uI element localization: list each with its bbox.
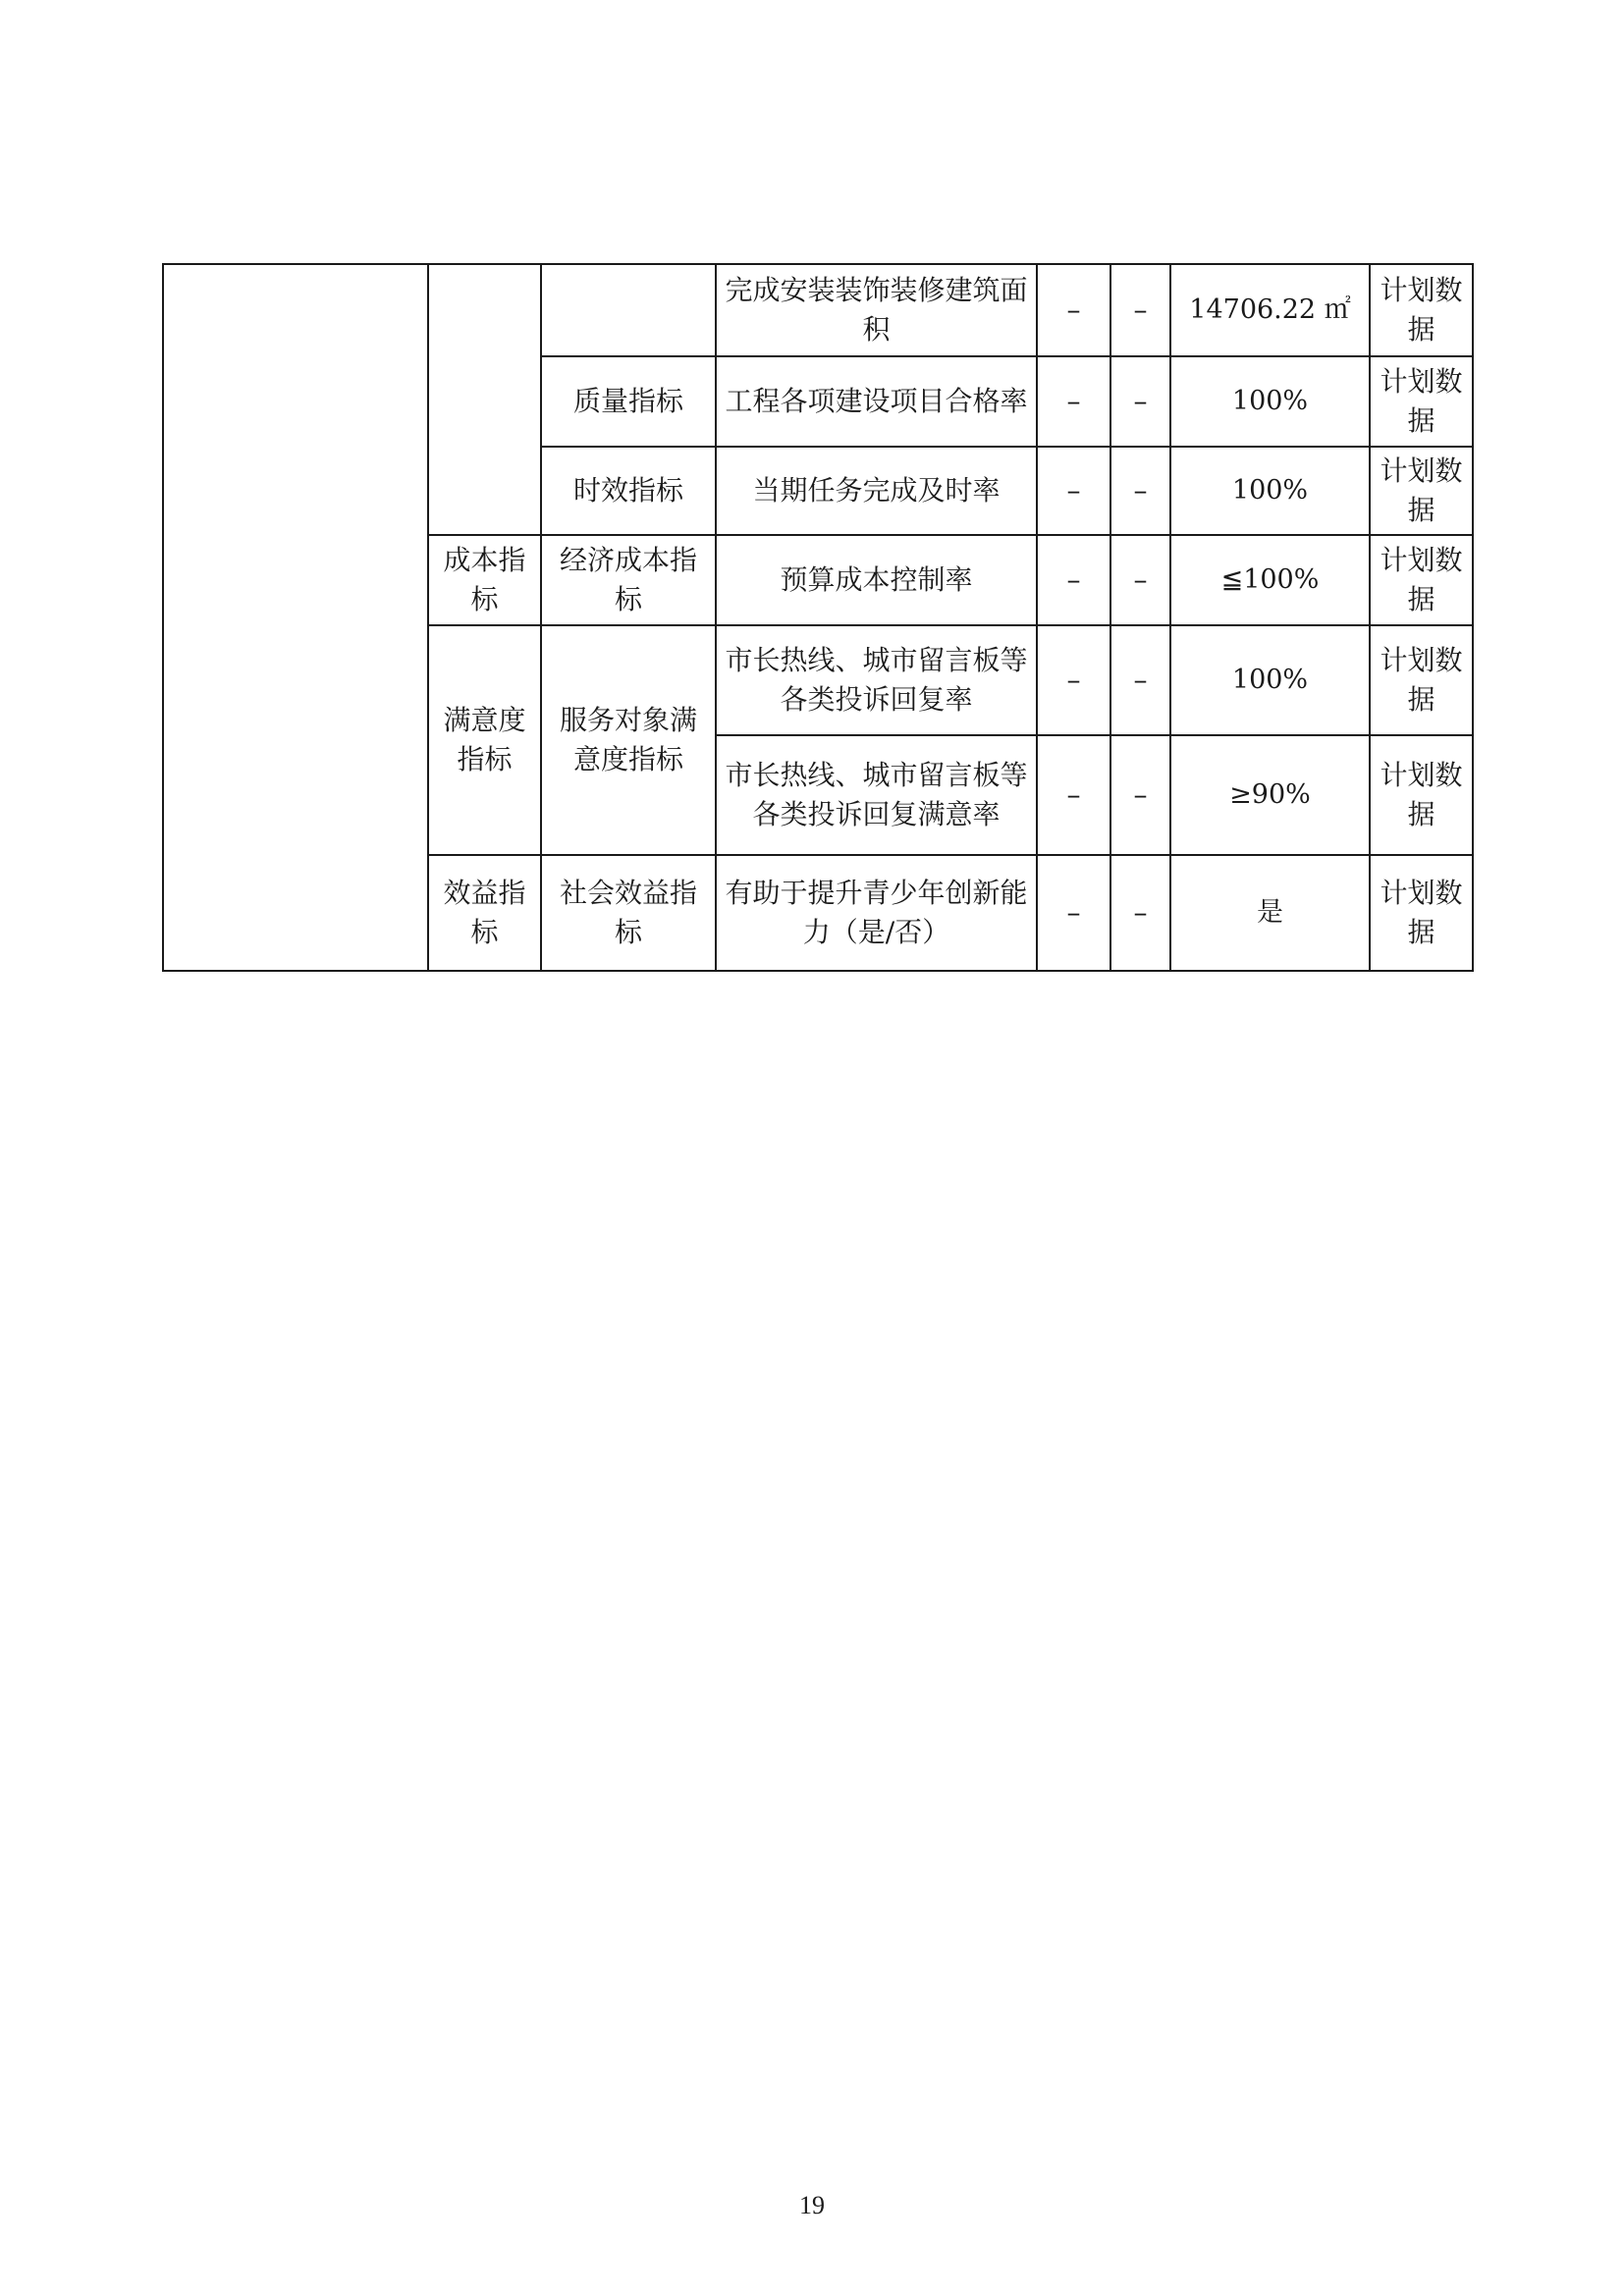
value-cell-a: – [1037, 625, 1110, 735]
note-cell: 计划数据 [1370, 855, 1473, 971]
value-cell-b: – [1110, 264, 1170, 356]
level2-cell [428, 264, 541, 535]
note-cell: 计划数据 [1370, 625, 1473, 735]
indicator-cell: 当期任务完成及时率 [716, 447, 1037, 535]
level3-cell: 服务对象满意度指标 [541, 625, 716, 855]
value-cell-b: – [1110, 625, 1170, 735]
value-cell-a: – [1037, 535, 1110, 625]
target-value-cell: 100% [1170, 447, 1370, 535]
level2-cell: 效益指标 [428, 855, 541, 971]
target-value-cell: 14706.22 ㎡ [1170, 264, 1370, 356]
note-cell: 计划数据 [1370, 356, 1473, 447]
value-cell-b: – [1110, 447, 1170, 535]
note-cell: 计划数据 [1370, 447, 1473, 535]
value-cell-b: – [1110, 735, 1170, 855]
indicator-cell: 工程各项建设项目合格率 [716, 356, 1037, 447]
performance-indicator-table [162, 263, 1474, 972]
note-cell: 计划数据 [1370, 535, 1473, 625]
level3-cell: 时效指标 [541, 447, 716, 535]
level3-cell [541, 264, 716, 356]
indicator-cell: 完成安装装饰装修建筑面积 [716, 264, 1037, 356]
table-row [163, 264, 1473, 356]
level2-cell: 满意度指标 [428, 625, 541, 855]
target-value-cell: 100% [1170, 625, 1370, 735]
target-value-cell: 100% [1170, 356, 1370, 447]
indicator-cell: 有助于提升青少年创新能力（是/否） [716, 855, 1037, 971]
value-cell-a: – [1037, 735, 1110, 855]
value-cell-a: – [1037, 264, 1110, 356]
value-cell-b: – [1110, 356, 1170, 447]
target-value-cell: ≦100% [1170, 535, 1370, 625]
level3-cell: 质量指标 [541, 356, 716, 447]
level2-cell: 成本指标 [428, 535, 541, 625]
indicator-cell: 预算成本控制率 [716, 535, 1037, 625]
indicator-cell: 市长热线、城市留言板等各类投诉回复率 [716, 625, 1037, 735]
value-cell-a: – [1037, 855, 1110, 971]
value-cell-a: – [1037, 447, 1110, 535]
project-cell [163, 264, 428, 971]
value-cell-b: – [1110, 535, 1170, 625]
level3-cell: 社会效益指标 [541, 855, 716, 971]
note-cell: 计划数据 [1370, 264, 1473, 356]
target-value-cell: ≥90% [1170, 735, 1370, 855]
value-cell-b: – [1110, 855, 1170, 971]
target-value-cell: 是 [1170, 855, 1370, 971]
level3-cell: 经济成本指标 [541, 535, 716, 625]
indicator-cell: 市长热线、城市留言板等各类投诉回复满意率 [716, 735, 1037, 855]
page-number: 19 [799, 2191, 825, 2219]
note-cell: 计划数据 [1370, 735, 1473, 855]
value-cell-a: – [1037, 356, 1110, 447]
